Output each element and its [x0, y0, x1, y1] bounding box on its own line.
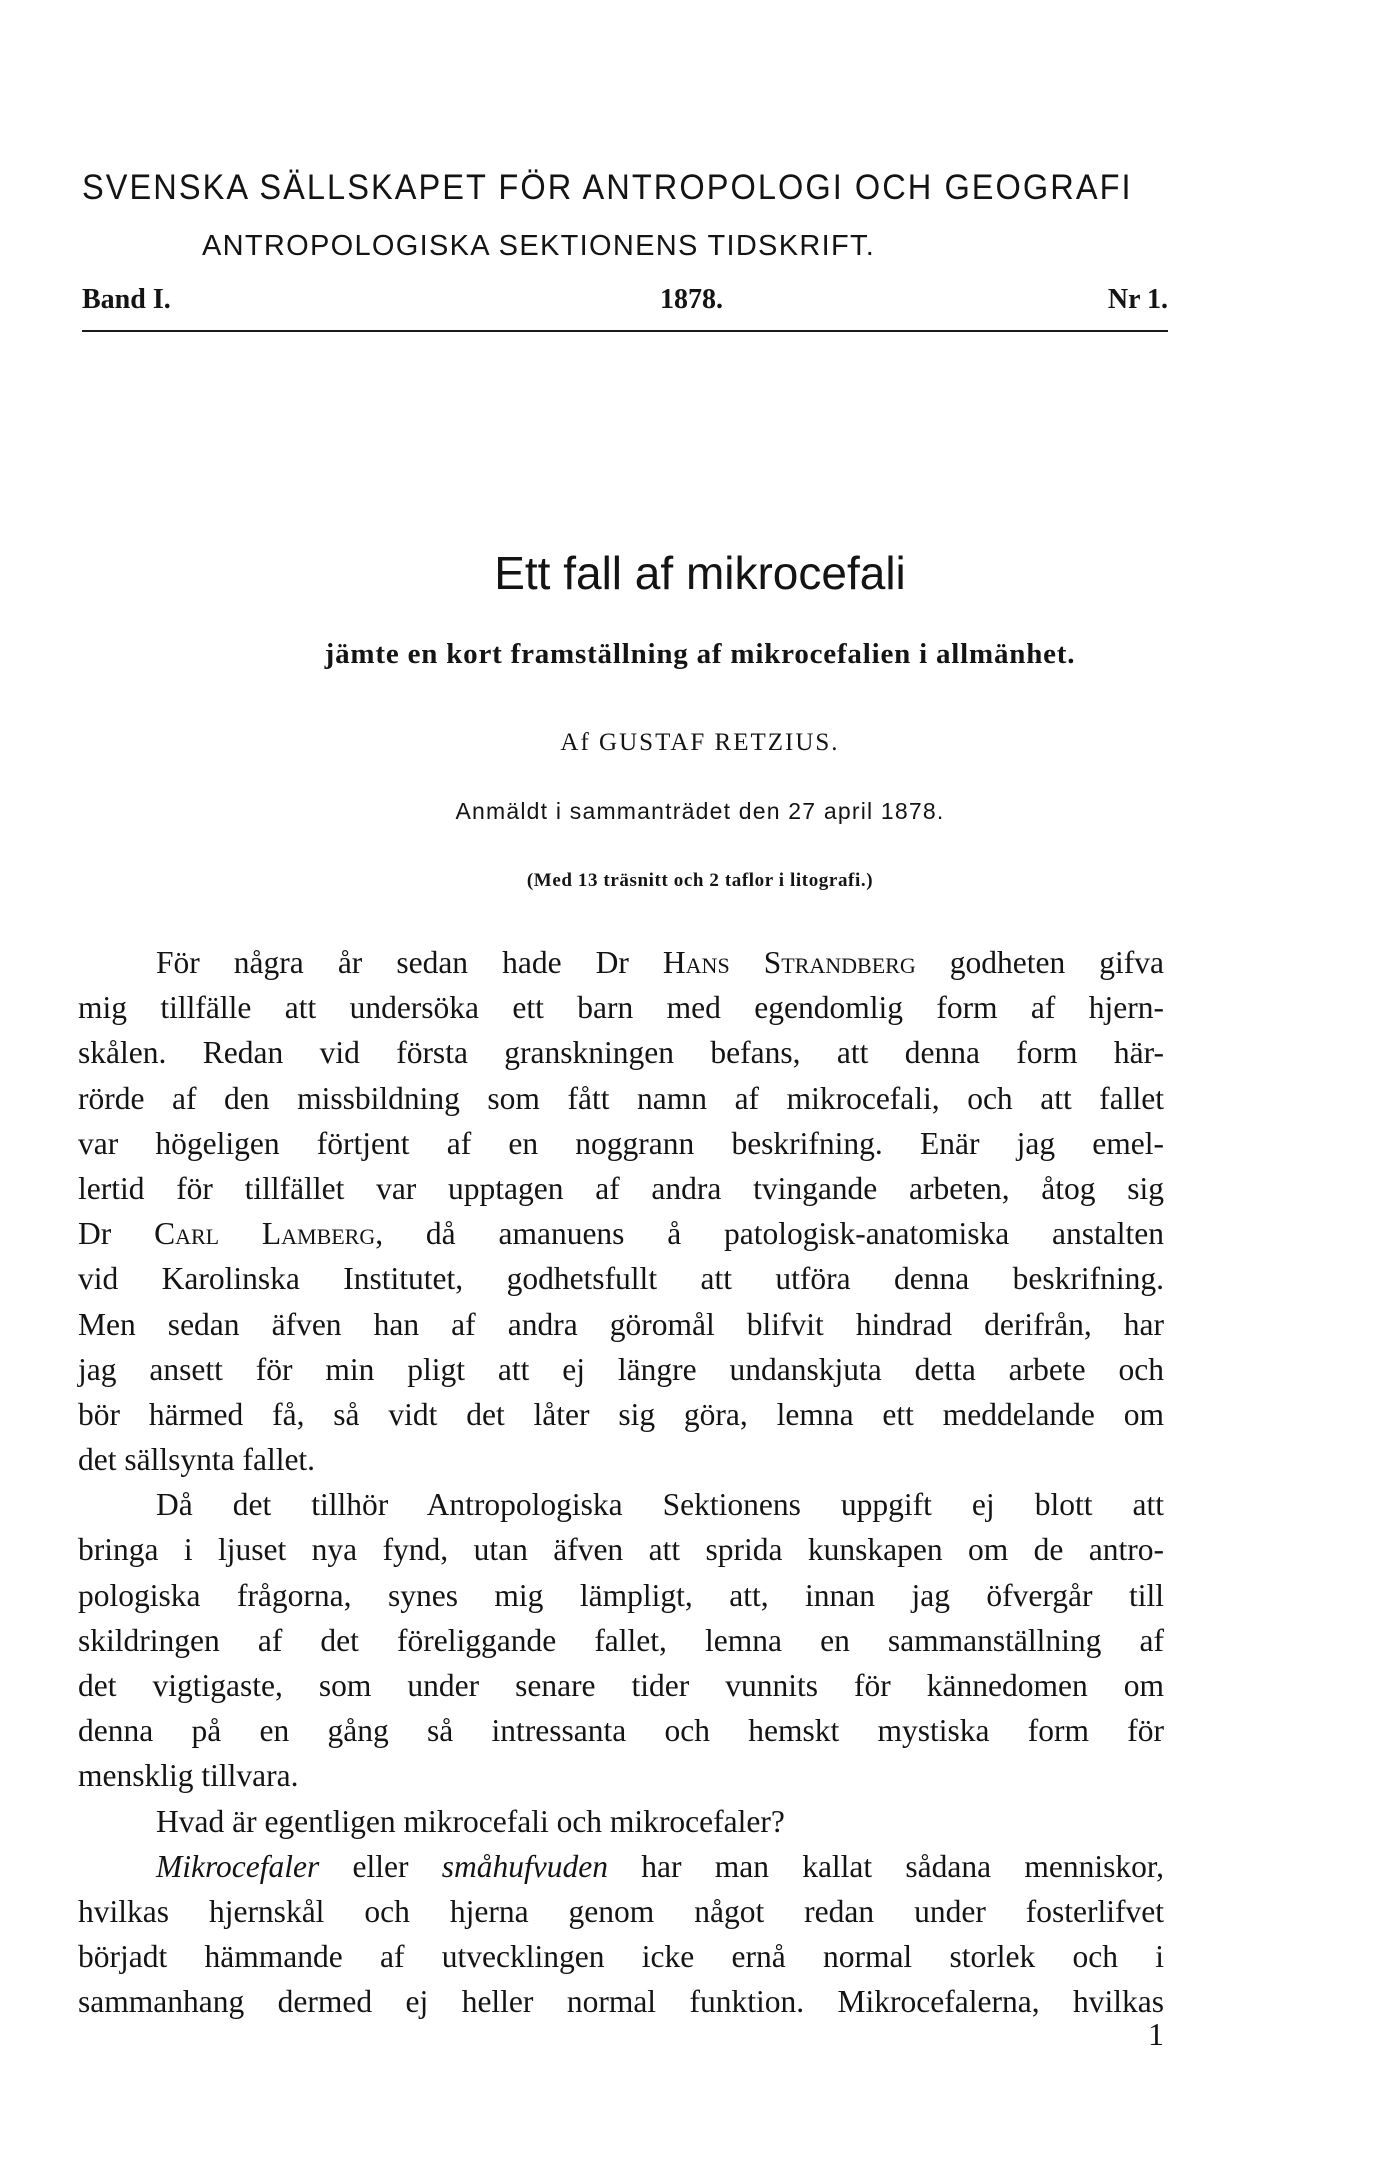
journal-title: ANTROPOLOGISKA SEKTIONENS TIDSKRIFT. [202, 230, 876, 262]
text-line: bringa i ljuset nya fynd, utan äfven att sprida kunskapen om de antro- [78, 1532, 1164, 1568]
text-line: det sällsynta fallet. [78, 1442, 316, 1478]
text-line: hvilkas hjernskål och hjerna genom något redan under fosterlifvet [78, 1893, 1164, 1929]
text-line: börjadt hämmande af utvecklingen icke ernå normal storlek och i [78, 1939, 1164, 1975]
text-line: var högeligen förtjent af en noggrann beskrifning. Enär jag emel- [78, 1125, 1164, 1161]
text-line: denna på en gång så intressanta och hemskt mystiska form för [78, 1713, 1164, 1749]
text-line: Hvad är egentligen mikrocefali och mikrocefaler? [156, 1803, 785, 1839]
volume-label: Band I. [82, 284, 171, 315]
italic-term: Mikrocefaler [156, 1848, 320, 1884]
person-name: Carl Lamberg [154, 1216, 376, 1252]
year-label: 1878. [660, 284, 723, 315]
text-line: Dr Carl Lamberg, då amanuens å patologisk-anatomiska anstalten [78, 1216, 1164, 1252]
text-line: det vigtigaste, som under senare tider vunnits för kännedomen om [78, 1668, 1164, 1703]
text-line: För några år sedan hade Dr Hans Strandberg godheten gifva [156, 945, 1164, 980]
text-line: jag ansett för min pligt att ej längre undanskjuta detta arbete och [78, 1351, 1164, 1387]
header-rule [82, 330, 1168, 332]
text-line: Mikrocefaler eller småhufvuden har man kallat sådana menniskor, [156, 1848, 1164, 1884]
text-line: sammanhang dermed ej heller normal funktion. Mikrocefalerna, hvilkas [78, 1984, 1164, 2020]
article-subtitle: jämte en kort framställning af mikrocefalien i allmänhet. [324, 638, 1076, 670]
text-line: vid Karolinska Institutet, godhetsfullt att utföra denna beskrifning. [78, 1261, 1164, 1297]
text-line: rörde af den missbildning som fått namn af mikrocefali, och att fallet [78, 1080, 1164, 1116]
announcement-line: Anmäldt i sammanträdet den 27 april 1878. [455, 798, 945, 824]
text-line: lertid för tillfället var upptagen af andra tvingande arbeten, åtog sig [78, 1170, 1164, 1206]
page-number: 1 [1148, 2016, 1164, 2052]
author-line: Af GUSTAF RETZIUS. [560, 729, 840, 756]
text-line: Då det tillhör Antropologiska Sektionens uppgift ej blott att [156, 1487, 1164, 1523]
body-text [78, 940, 1164, 2025]
italic-term: småhufvuden [441, 1848, 608, 1884]
society-name: SVENSKA SÄLLSKAPET FÖR ANTROPOLOGI OCH GEOGRAFI [82, 168, 1133, 207]
text-line: pologiska frågorna, synes mig lämpligt, att, innan jag öfvergår till [78, 1577, 1164, 1613]
text-line: bör härmed få, så vidt det låter sig göra, lemna ett meddelande om [78, 1396, 1164, 1432]
article-title: Ett fall af mikrocefali [494, 547, 906, 599]
text-line: mensklig tillvara. [78, 1758, 299, 1794]
issue-number: Nr 1. [1107, 284, 1168, 315]
text-line: skålen. Redan vid första granskningen befans, att denna form här- [78, 1035, 1164, 1071]
illustrations-note: (Med 13 träsnitt och 2 taflor i litografi.) [526, 870, 874, 891]
text-line: skildringen af det föreliggande fallet, lemna en sammanställning af [78, 1622, 1164, 1658]
text-line: mig tillfälle att undersöka ett barn med egendomlig form af hjern- [78, 990, 1164, 1026]
text-line: Men sedan äfven han af andra göromål blifvit hindrad derifrån, har [78, 1306, 1164, 1342]
person-name: Hans Strandberg [662, 945, 916, 980]
